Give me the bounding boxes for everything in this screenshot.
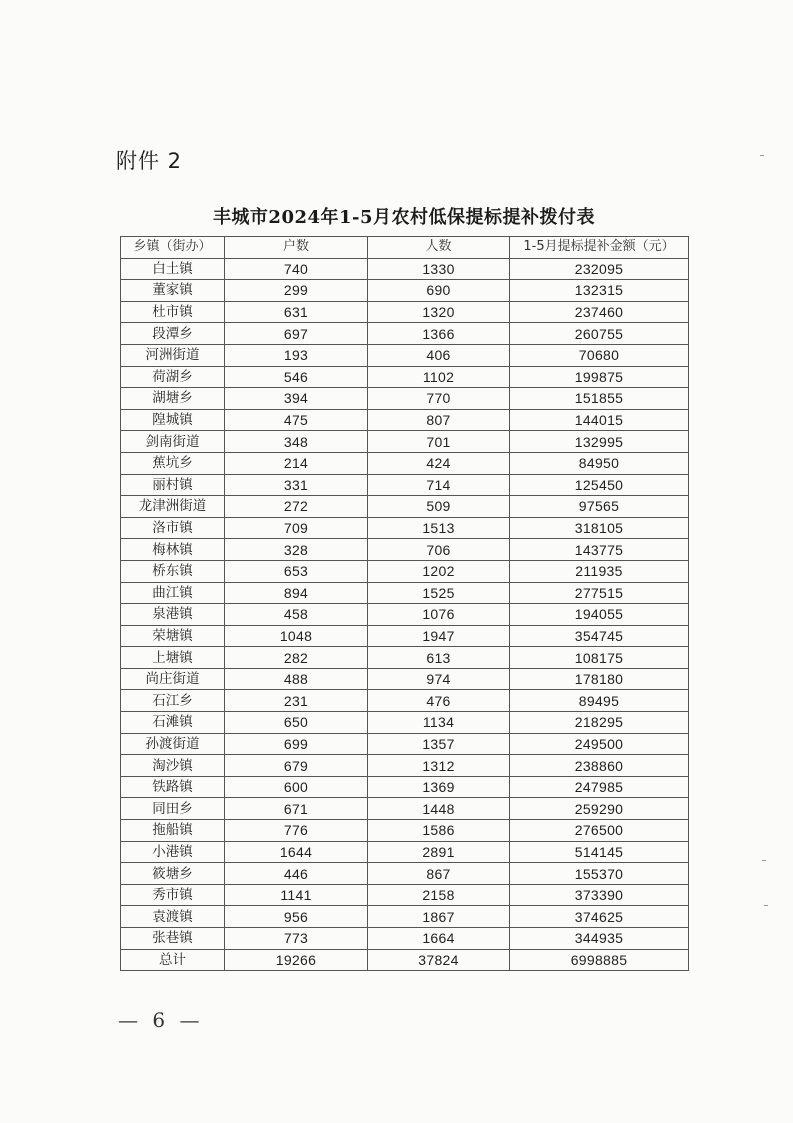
header-persons: 人数 [368, 237, 510, 259]
cell-households: 653 [225, 560, 368, 582]
cell-township: 梅林镇 [121, 539, 225, 561]
cell-township: 淘沙镇 [121, 755, 225, 777]
total-row [121, 949, 689, 971]
cell-households: 650 [225, 712, 368, 734]
cell-households: 214 [225, 452, 368, 474]
cell-township: 石滩镇 [121, 712, 225, 734]
cell-township: 杜市镇 [121, 301, 225, 323]
cell-township: 荣塘镇 [121, 625, 225, 647]
cell-persons: 1134 [368, 712, 510, 734]
table-row [121, 906, 689, 928]
cell-amount: 211935 [510, 560, 689, 582]
cell-amount: 144015 [510, 409, 689, 431]
cell-households: 894 [225, 582, 368, 604]
table-row [121, 625, 689, 647]
table-row [121, 776, 689, 798]
cell-persons: 690 [368, 280, 510, 302]
cell-township: 筱塘乡 [121, 863, 225, 885]
header-households: 户数 [225, 237, 368, 259]
cell-township: 孙渡街道 [121, 733, 225, 755]
cell-persons: 1076 [368, 604, 510, 626]
cell-township: 铁路镇 [121, 776, 225, 798]
cell-amount: 218295 [510, 712, 689, 734]
cell-households: 671 [225, 798, 368, 820]
cell-township: 石江乡 [121, 690, 225, 712]
cell-amount: 249500 [510, 733, 689, 755]
page-number: — 6 — [118, 1008, 204, 1032]
cell-households: 1048 [225, 625, 368, 647]
cell-amount: 374625 [510, 906, 689, 928]
cell-township: 总计 [121, 949, 225, 971]
cell-township: 洛市镇 [121, 517, 225, 539]
cell-township: 隍城镇 [121, 409, 225, 431]
table-row [121, 690, 689, 712]
cell-township: 张巷镇 [121, 928, 225, 950]
cell-households: 19266 [225, 949, 368, 971]
cell-amount: 97565 [510, 496, 689, 518]
cell-township: 剑南街道 [121, 431, 225, 453]
cell-persons: 37824 [368, 949, 510, 971]
cell-amount: 132995 [510, 431, 689, 453]
table-row [121, 280, 689, 302]
cell-persons: 613 [368, 647, 510, 669]
table-row [121, 366, 689, 388]
table-row [121, 863, 689, 885]
table-row [121, 798, 689, 820]
table-row [121, 668, 689, 690]
scan-speck [760, 155, 764, 156]
table-row [121, 560, 689, 582]
cell-amount: 89495 [510, 690, 689, 712]
table-row [121, 452, 689, 474]
cell-amount: 277515 [510, 582, 689, 604]
cell-households: 776 [225, 820, 368, 842]
table-row [121, 647, 689, 669]
cell-amount: 155370 [510, 863, 689, 885]
cell-amount: 237460 [510, 301, 689, 323]
table-row [121, 712, 689, 734]
cell-township: 湖塘乡 [121, 388, 225, 410]
table-row [121, 474, 689, 496]
cell-households: 475 [225, 409, 368, 431]
cell-households: 331 [225, 474, 368, 496]
cell-households: 231 [225, 690, 368, 712]
cell-households: 446 [225, 863, 368, 885]
table-title: 丰城市2024年1-5月农村低保提标提补拨付表 [212, 207, 596, 228]
cell-township: 尚庄街道 [121, 668, 225, 690]
table-row [121, 841, 689, 863]
cell-amount: 125450 [510, 474, 689, 496]
cell-households: 348 [225, 431, 368, 453]
cell-amount: 70680 [510, 344, 689, 366]
scan-speck [764, 905, 768, 906]
cell-persons: 1513 [368, 517, 510, 539]
header-amount: 1-5月提标提补金额（元） [510, 237, 689, 259]
table-row [121, 582, 689, 604]
cell-amount: 344935 [510, 928, 689, 950]
cell-households: 600 [225, 776, 368, 798]
cell-amount: 318105 [510, 517, 689, 539]
cell-amount: 151855 [510, 388, 689, 410]
cell-township: 秀市镇 [121, 884, 225, 906]
table-row [121, 755, 689, 777]
table-row [121, 733, 689, 755]
table-row [121, 409, 689, 431]
table-row [121, 301, 689, 323]
cell-township: 丽村镇 [121, 474, 225, 496]
cell-persons: 406 [368, 344, 510, 366]
cell-township: 上塘镇 [121, 647, 225, 669]
cell-households: 1141 [225, 884, 368, 906]
cell-persons: 476 [368, 690, 510, 712]
cell-persons: 1867 [368, 906, 510, 928]
cell-persons: 1312 [368, 755, 510, 777]
cell-township: 小港镇 [121, 841, 225, 863]
cell-persons: 1330 [368, 258, 510, 280]
table-row [121, 539, 689, 561]
table-row [121, 496, 689, 518]
cell-township: 曲江镇 [121, 582, 225, 604]
cell-persons: 770 [368, 388, 510, 410]
table-row [121, 388, 689, 410]
cell-amount: 108175 [510, 647, 689, 669]
cell-amount: 276500 [510, 820, 689, 842]
table-row [121, 517, 689, 539]
cell-households: 328 [225, 539, 368, 561]
cell-township: 河洲街道 [121, 344, 225, 366]
cell-amount: 132315 [510, 280, 689, 302]
cell-township: 拖船镇 [121, 820, 225, 842]
cell-households: 299 [225, 280, 368, 302]
attachment-label: 附件 2 [116, 149, 183, 173]
table-row [121, 323, 689, 345]
cell-township: 龙津洲街道 [121, 496, 225, 518]
cell-persons: 2158 [368, 884, 510, 906]
cell-persons: 701 [368, 431, 510, 453]
cell-persons: 1525 [368, 582, 510, 604]
table-row [121, 258, 689, 280]
table-header-row [121, 237, 689, 259]
cell-persons: 714 [368, 474, 510, 496]
cell-amount: 199875 [510, 366, 689, 388]
cell-amount: 178180 [510, 668, 689, 690]
cell-amount: 6998885 [510, 949, 689, 971]
cell-persons: 1369 [368, 776, 510, 798]
cell-amount: 259290 [510, 798, 689, 820]
table-row [121, 431, 689, 453]
scan-speck [762, 860, 766, 861]
cell-persons: 974 [368, 668, 510, 690]
cell-township: 蕉坑乡 [121, 452, 225, 474]
cell-persons: 706 [368, 539, 510, 561]
cell-households: 773 [225, 928, 368, 950]
table-row [121, 820, 689, 842]
cell-amount: 247985 [510, 776, 689, 798]
cell-persons: 1947 [368, 625, 510, 647]
cell-households: 1644 [225, 841, 368, 863]
cell-households: 740 [225, 258, 368, 280]
cell-households: 458 [225, 604, 368, 626]
cell-township: 段潭乡 [121, 323, 225, 345]
cell-amount: 514145 [510, 841, 689, 863]
cell-households: 699 [225, 733, 368, 755]
cell-households: 282 [225, 647, 368, 669]
cell-persons: 867 [368, 863, 510, 885]
cell-persons: 1320 [368, 301, 510, 323]
cell-households: 631 [225, 301, 368, 323]
cell-township: 白土镇 [121, 258, 225, 280]
cell-amount: 354745 [510, 625, 689, 647]
cell-households: 193 [225, 344, 368, 366]
cell-amount: 238860 [510, 755, 689, 777]
cell-persons: 1664 [368, 928, 510, 950]
table-row [121, 884, 689, 906]
allocation-table [120, 236, 689, 971]
table-row [121, 928, 689, 950]
cell-persons: 807 [368, 409, 510, 431]
cell-persons: 1357 [368, 733, 510, 755]
cell-township: 董家镇 [121, 280, 225, 302]
table-row [121, 604, 689, 626]
cell-persons: 1586 [368, 820, 510, 842]
cell-persons: 1448 [368, 798, 510, 820]
header-township: 乡镇（街办） [121, 237, 225, 259]
cell-persons: 1366 [368, 323, 510, 345]
cell-households: 697 [225, 323, 368, 345]
cell-households: 679 [225, 755, 368, 777]
cell-township: 泉港镇 [121, 604, 225, 626]
cell-households: 709 [225, 517, 368, 539]
cell-households: 394 [225, 388, 368, 410]
cell-persons: 424 [368, 452, 510, 474]
table-body [121, 258, 689, 971]
cell-township: 桥东镇 [121, 560, 225, 582]
cell-amount: 84950 [510, 452, 689, 474]
cell-amount: 232095 [510, 258, 689, 280]
cell-households: 488 [225, 668, 368, 690]
cell-amount: 194055 [510, 604, 689, 626]
cell-persons: 2891 [368, 841, 510, 863]
cell-amount: 143775 [510, 539, 689, 561]
cell-township: 袁渡镇 [121, 906, 225, 928]
cell-persons: 1102 [368, 366, 510, 388]
cell-township: 同田乡 [121, 798, 225, 820]
cell-households: 956 [225, 906, 368, 928]
cell-persons: 1202 [368, 560, 510, 582]
cell-households: 272 [225, 496, 368, 518]
cell-amount: 260755 [510, 323, 689, 345]
cell-persons: 509 [368, 496, 510, 518]
cell-amount: 373390 [510, 884, 689, 906]
table-row [121, 344, 689, 366]
cell-township: 荷湖乡 [121, 366, 225, 388]
cell-households: 546 [225, 366, 368, 388]
